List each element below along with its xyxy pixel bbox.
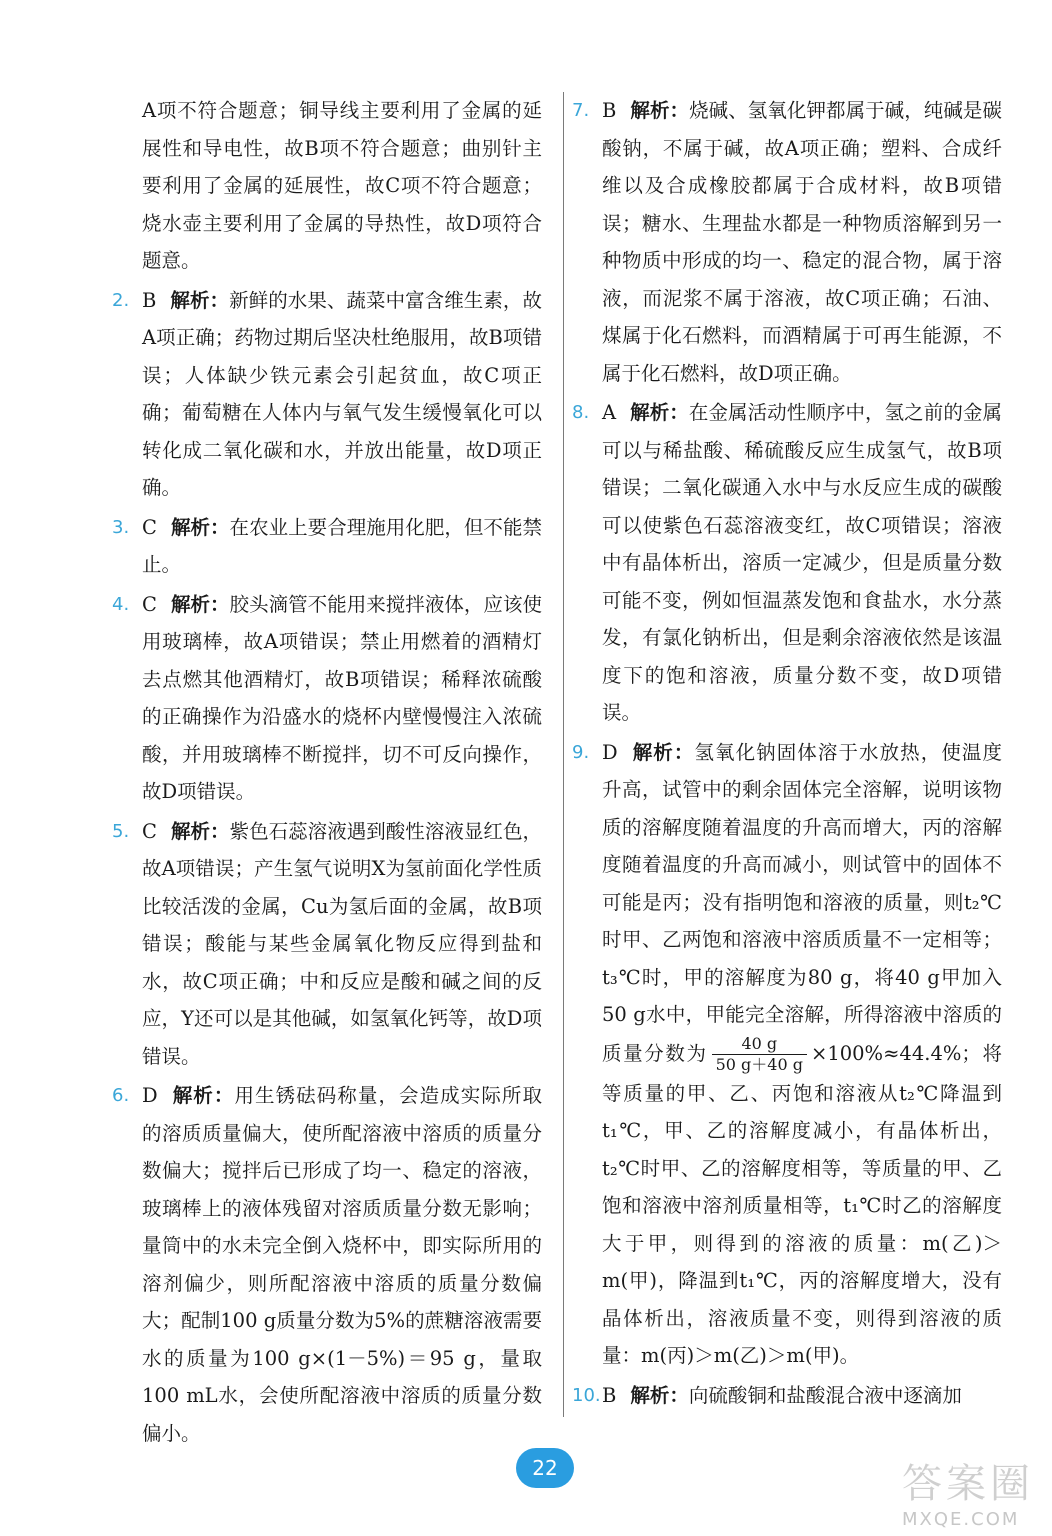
question-number: 2. (112, 289, 130, 311)
watermark-url: MXQE.COM (902, 1509, 1020, 1530)
question-number: 5. (112, 820, 130, 842)
analysis-label: 解析： (631, 740, 695, 764)
question-number: 7. (572, 100, 590, 121)
analysis-label: 解析： (630, 401, 689, 424)
analysis-text: 紫色石蕊溶液遇到酸性溶液显红色，故A项错误；产生氢气说明X为氢前面化学性质比较活泼的金属，Cu为氢后面的金属，故B项错误；酸能与某些金属氧化物反应得到盐和水，故C项正确；中和反应是酸和碱之间的反应，Y还可以是其他碱，如氢氧化钙等，故D项错误。 (142, 819, 542, 1068)
mass-fraction-formula (712, 1034, 807, 1075)
answer-letter: A (602, 401, 617, 424)
answer-letter: D (602, 740, 618, 764)
question-number: 3. (112, 516, 130, 538)
answer-10 (572, 1377, 1002, 1415)
left-column (112, 92, 542, 1454)
answer-letter: B (602, 99, 617, 122)
answer-letter: C (142, 592, 157, 616)
analysis-label: 解析： (630, 1383, 689, 1407)
analysis-text: 用生锈砝码称量，会造成实际所取的溶质质量偏大，使所配溶液中溶质的质量分数偏大；搅拌后已形成了均一、稳定的溶液，玻璃棒上的液体残留对溶质质量分数无影响；量筒中的水未完全倒入烧杯中，即实际所用的溶剂偏少，则所配溶液中溶质的质量分数偏大；配制100 g质量分数为5%的蔗糖溶液需要水的质量为100 g×(1－5%)＝95 g，量取100 mL水，会使所配溶液中溶质的质量分数偏小。 (142, 1084, 542, 1445)
analysis-label: 解析： (170, 515, 230, 539)
analysis-text: 烧碱、氢氧化钾都属于碱，纯碱是碳酸钠，不属于碱，故A项正确；塑料、合成纤维以及合成橡胶都属于合成材料，故B项错误；糖水、生理盐水都是一种物质溶解到另一种物质中形成的均一、稳定的混合物，属于溶液，而泥浆不属于溶液，故C项正确；石油、煤属于化石燃料，而酒精属于可再生能源，不属于化石燃料，故D项正确。 (602, 99, 1002, 385)
answer-letter: C (142, 515, 157, 539)
column-divider (563, 92, 564, 1417)
answer-2 (112, 282, 542, 507)
watermark-logo: 答案圈 (902, 1461, 1034, 1507)
answer-3 (112, 509, 542, 584)
answer-5 (112, 813, 542, 1076)
analysis-text: 在金属活动性顺序中，氢之前的金属可以与稀盐酸、稀硫酸反应生成氢气，故B项错误；二氧化碳通入水中与水反应生成的碳酸可以使紫色石蕊溶液变红，故C项错误；溶液中有晶体析出，溶质一定减少，但是质量分数可能不变，例如恒温蒸发饱和食盐水，水分蒸发，有氯化钠析出，但是剩余溶液依然是该温度下的饱和溶液，质量分数不变，故D项错误。 (602, 401, 1002, 724)
question-number: 6. (112, 1085, 130, 1106)
question-number: 10. (572, 1384, 601, 1406)
answer-letter: B (602, 1383, 617, 1407)
analysis-label: 解析： (170, 592, 230, 616)
answer-8 (572, 394, 1002, 732)
answer-letter: D (142, 1084, 158, 1107)
answer-1-continuation (112, 92, 542, 280)
analysis-text: 新鲜的水果、蔬菜中富含维生素，故A项正确；药物过期后坚决杜绝服用，故B项错误；人体缺少铁元素会引起贫血，故C项正确；葡萄糖在人体内与氧气发生缓慢氧化可以转化成二氧化碳和水，并放出能量，故D项正确。 (142, 288, 542, 499)
answer-letter: C (142, 819, 157, 843)
analysis-label: 解析： (630, 99, 690, 122)
answer-9 (572, 734, 1002, 1375)
answer-4 (112, 586, 542, 811)
analysis-text: 在农业上要合理施用化肥，但不能禁止。 (142, 515, 542, 576)
answer-7 (572, 92, 1002, 392)
analysis-text: 胶头滴管不能用来搅拌液体，应该使用玻璃棒，故A项错误；禁止用燃着的酒精灯去点燃其他酒精灯，故B项错误；稀释浓硫酸的正确操作为沿盛水的烧杯内壁慢慢注入浓硫酸，并用玻璃棒不断搅拌，切不可反向操作，故D项错误。 (142, 592, 542, 803)
question-number: 9. (572, 741, 590, 763)
answer-1-text: A项不符合题意；铜导线主要利用了金属的延展性和导电性，故B项不符合题意；曲别针主要利用了金属的延展性，故C项不符合题意；烧水壶主要利用了金属的导热性，故D项符合题意。 (142, 99, 542, 272)
analysis-label: 解析： (170, 288, 230, 312)
fraction-numerator: 40 g (712, 1034, 807, 1055)
watermark (902, 1452, 1034, 1530)
analysis-text-b: ×100%≈44.4%；将等质量的甲、乙、丙饱和溶液从t₂℃降温到t₁℃，甲、乙的溶解度减小，有晶体析出，t₂℃时甲、乙的溶解度相等，等质量的甲、乙饱和溶液中溶剂质量相等，t₁℃时乙的溶解度大于甲，则得到的溶液的质量：m(乙)＞m(甲)，降温到t₁℃，丙的溶解度增大，没有晶体析出，溶液质量不变，则得到溶液的质量：m(丙)＞m(乙)＞m(甲)。 (602, 1041, 1002, 1367)
page-number: 22 (532, 1456, 558, 1480)
fraction-denominator: 50 g＋40 g (715, 1054, 803, 1074)
analysis-text-a: 氢氧化钠固体溶于水放热，使温度升高，试管中的剩余固体完全溶解，说明该物质的溶解度随着温度的升高而增大，丙的溶解度随着温度的升高而减小，则试管中的固体不可能是丙；没有指明饱和溶液的质量，则t₂℃时甲、乙两饱和溶液中溶质质量不一定相等；t₃℃时，甲的溶解度为80 g，将40 g甲加入50 g水中，甲能完全溶解，所得溶液中溶质的质量分数为 (602, 740, 1002, 1065)
page-number-badge (516, 1448, 574, 1488)
question-number: 8. (572, 402, 590, 423)
answer-6 (112, 1077, 542, 1452)
analysis-label: 解析： (171, 1084, 235, 1107)
question-number: 4. (112, 593, 130, 615)
answer-letter: B (142, 288, 157, 312)
analysis-text: 向硫酸铜和盐酸混合液中逐滴加 (688, 1383, 962, 1407)
right-column (572, 92, 1002, 1416)
analysis-label: 解析： (170, 819, 230, 843)
